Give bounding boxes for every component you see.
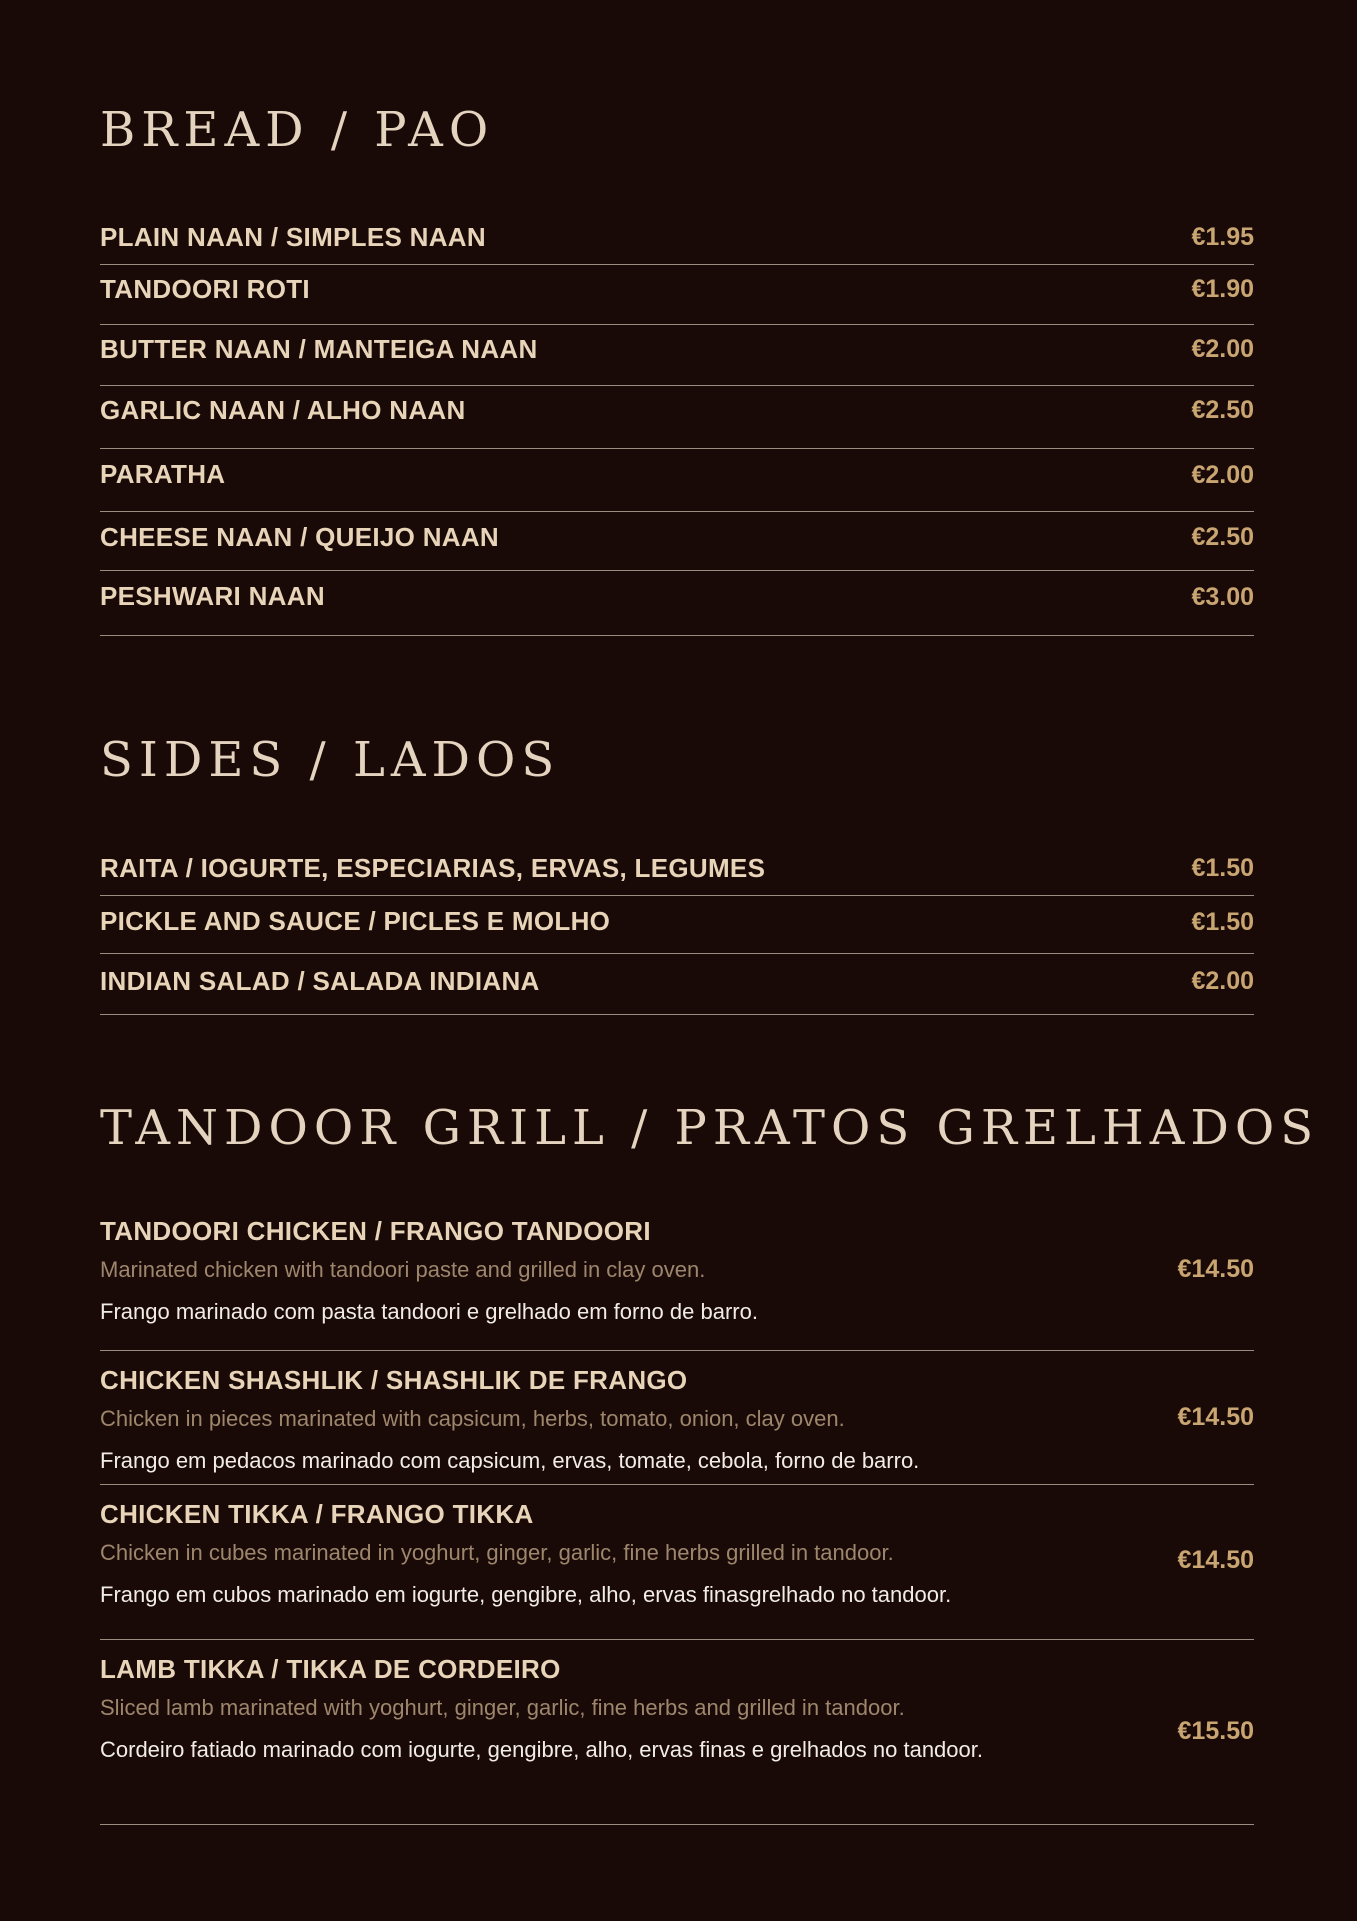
menu-item — [100, 848, 1254, 896]
item-name: LAMB TIKKA / TIKKA DE CORDEIRO — [100, 1654, 561, 1684]
item-name: CHICKEN TIKKA / FRANGO TIKKA — [100, 1499, 534, 1529]
menu-item — [100, 265, 1254, 325]
item-price: €1.50 — [1191, 854, 1254, 882]
item-price: €2.00 — [1191, 967, 1254, 995]
menu-item — [100, 1202, 1254, 1351]
menu-item — [100, 218, 1254, 265]
menu-item — [100, 1640, 1254, 1825]
item-price: €3.00 — [1191, 583, 1254, 611]
menu-item — [100, 896, 1254, 954]
item-name: PICKLE AND SAUCE / PICLES E MOLHO — [100, 906, 611, 936]
menu-item — [100, 449, 1254, 512]
item-price: €14.50 — [1177, 1403, 1254, 1431]
item-price: €14.50 — [1177, 1255, 1254, 1283]
item-price: €1.50 — [1191, 908, 1254, 936]
menu-item — [100, 386, 1254, 449]
item-price: €2.00 — [1191, 335, 1254, 363]
menu-item — [100, 1485, 1254, 1640]
item-price: €14.50 — [1177, 1546, 1254, 1574]
menu-item — [100, 512, 1254, 571]
section-title-grill: TANDOOR GRILL / PRATOS GRELHADOS — [100, 1100, 1320, 1156]
item-name: INDIAN SALAD / SALADA INDIANA — [100, 966, 540, 996]
item-name: TANDOORI ROTI — [100, 274, 310, 304]
item-price: €2.50 — [1191, 523, 1254, 551]
item-name: GARLIC NAAN / ALHO NAAN — [100, 395, 466, 425]
item-description-pt: Frango em cubos marinado em iogurte, gengibre, alho, ervas finasgrelhado no tandoor. — [100, 1582, 952, 1607]
item-price: €1.95 — [1191, 223, 1254, 251]
menu-item — [100, 571, 1254, 636]
item-description-pt: Cordeiro fatiado marinado com iogurte, gengibre, alho, ervas finas e grelhados no tandoor. — [100, 1737, 983, 1762]
item-name: RAITA / IOGURTE, ESPECIARIAS, ERVAS, LEGUMES — [100, 853, 766, 883]
item-description-en: Sliced lamb marinated with yoghurt, ginger, garlic, fine herbs and grilled in tandoor. — [100, 1695, 905, 1720]
section-title-sides: SIDES / LADOS — [100, 732, 561, 788]
menu-item — [100, 1351, 1254, 1485]
item-name: PARATHA — [100, 459, 226, 489]
item-description-pt: Frango marinado com pasta tandoori e grelhado em forno de barro. — [100, 1299, 758, 1324]
item-name: PESHWARI NAAN — [100, 581, 325, 611]
section-title-bread: BREAD / PAO — [100, 102, 495, 158]
menu-item — [100, 325, 1254, 386]
item-price: €2.00 — [1191, 461, 1254, 489]
item-name: BUTTER NAAN / MANTEIGA NAAN — [100, 334, 538, 364]
item-name: PLAIN NAAN / SIMPLES NAAN — [100, 222, 486, 252]
menu-item — [100, 954, 1254, 1015]
item-price: €2.50 — [1191, 396, 1254, 424]
item-description-en: Chicken in pieces marinated with capsicum, herbs, tomato, onion, clay oven. — [100, 1406, 845, 1431]
item-description-pt: Frango em pedacos marinado com capsicum, ervas, tomate, cebola, forno de barro. — [100, 1448, 920, 1473]
item-name: CHEESE NAAN / QUEIJO NAAN — [100, 522, 499, 552]
item-name: CHICKEN SHASHLIK / SHASHLIK DE FRANGO — [100, 1365, 688, 1395]
item-name: TANDOORI CHICKEN / FRANGO TANDOORI — [100, 1216, 651, 1246]
item-price: €15.50 — [1177, 1717, 1254, 1745]
item-description-en: Marinated chicken with tandoori paste and grilled in clay oven. — [100, 1257, 706, 1282]
item-price: €1.90 — [1191, 275, 1254, 303]
item-description-en: Chicken in cubes marinated in yoghurt, ginger, garlic, fine herbs grilled in tandoor. — [100, 1540, 894, 1565]
